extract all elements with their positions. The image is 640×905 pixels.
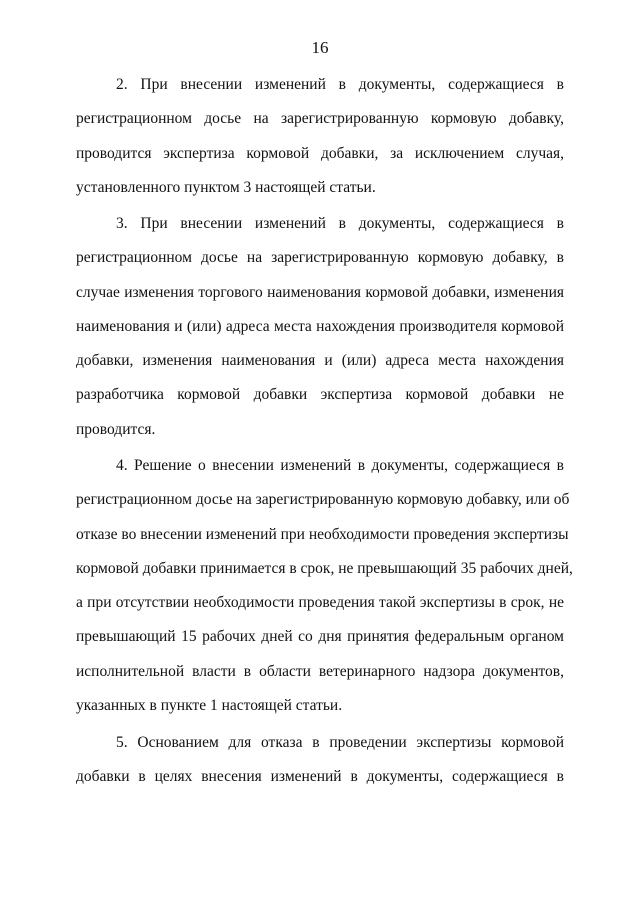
text-line: регистрационном досье на зарегистрированную кормовую добавку, или об — [76, 491, 570, 509]
text-line: 4. Решение о внесении изменений в документы, содержащиеся в — [116, 457, 564, 474]
text-line: указанных в пункте 1 настоящей статьи. — [76, 697, 343, 715]
text-line: добавки в целях внесения изменений в документы, содержащиеся в — [76, 768, 564, 786]
paragraph-2 — [76, 75, 564, 212]
paragraph-5 — [76, 733, 564, 802]
text-line: отказе во внесении изменений при необходимости проведения экспертизы — [76, 525, 569, 543]
text-line: разработчика кормовой добавки экспертиза кормовой добавки не — [76, 386, 564, 404]
text-line: 2. При внесении изменений в документы, содержащиеся в — [116, 76, 564, 93]
text-line: исполнительной власти в области ветеринарного надзора документов, — [76, 662, 564, 680]
text-line: кормовой добавки принимается в срок, не превышающий 35 рабочих дней, — [76, 559, 573, 577]
text-line: случае изменения торгового наименования кормовой добавки, изменения — [76, 283, 564, 301]
text-line: наименования и (или) адреса места нахождения производителя кормовой — [76, 317, 564, 335]
paragraph-4 — [76, 456, 573, 730]
text-line: регистрационном досье на зарегистрированную кормовую добавку, в — [76, 249, 564, 267]
paragraph-3 — [76, 214, 564, 454]
text-line: добавки, изменения наименования и (или) адреса места нахождения — [76, 352, 564, 370]
text-line: регистрационном досье на зарегистрированную кормовую добавку, — [76, 110, 564, 128]
text-line: 5. Основанием для отказа в проведении экспертизы кормовой — [116, 734, 564, 751]
text-line: 3. При внесении изменений в документы, содержащиеся в — [116, 215, 564, 232]
text-line: установленного пунктом 3 настоящей статьи. — [76, 178, 376, 196]
text-line: превышающий 15 рабочих дней со дня принятия федеральным органом — [76, 628, 564, 646]
text-line: проводится экспертиза кормовой добавки, за исключением случая, — [76, 144, 564, 162]
page-number: 16 — [311, 38, 329, 57]
text-line: а при отсутствии необходимости проведения такой экспертизы в срок, не — [76, 594, 564, 612]
text-line: проводится. — [76, 420, 156, 438]
